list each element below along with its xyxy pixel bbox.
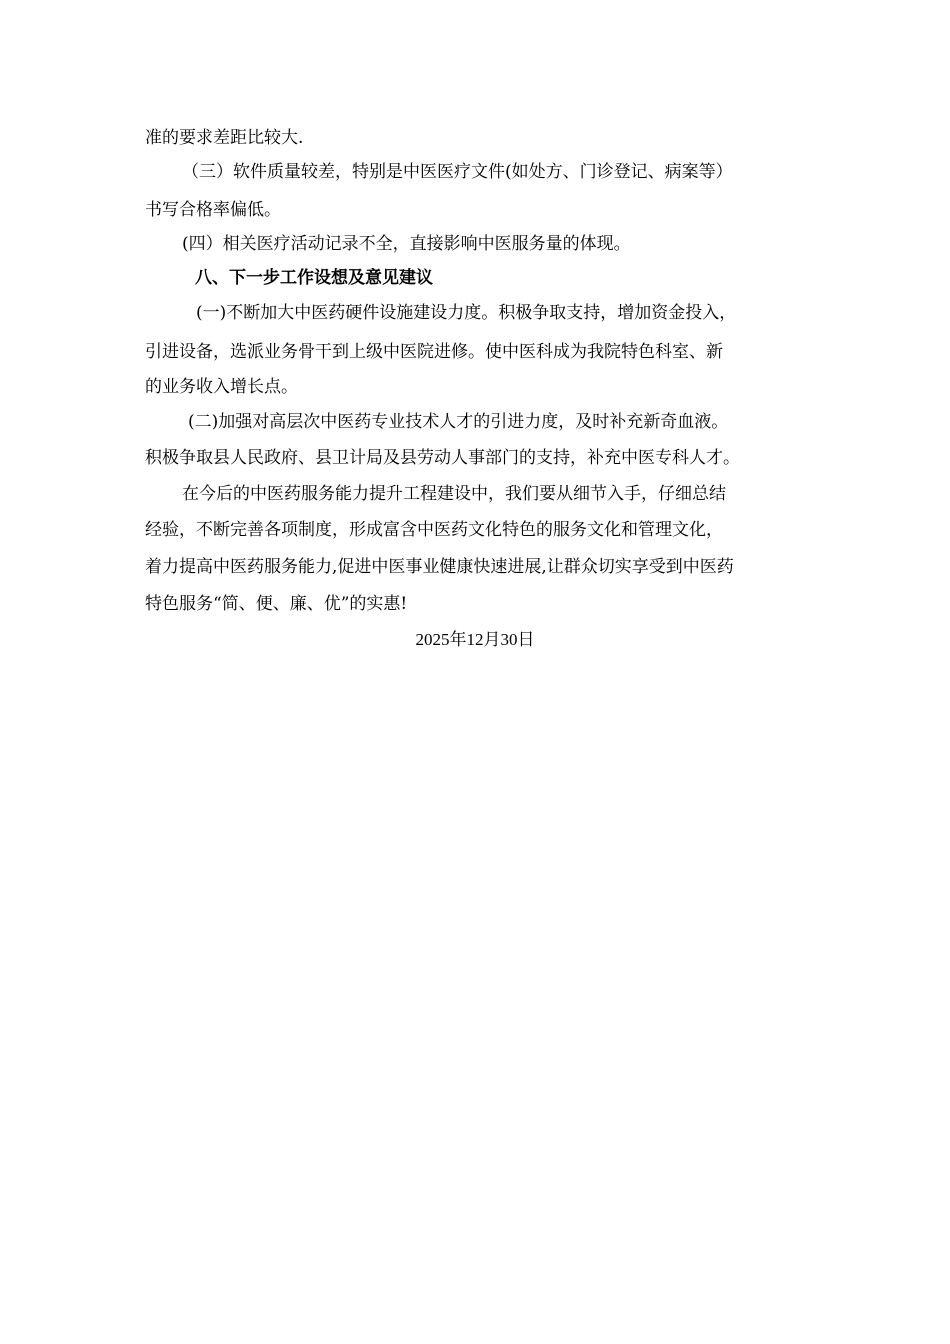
text-line-conclusion-4: 特色服务“简、便、廉、优”的实惠! — [145, 594, 408, 614]
text-line-conclusion-1: 在今后的中医药服务能力提升工程建设中，我们要从细节入手，仔细总结 — [182, 484, 726, 504]
text-line-suggestion-one-end: 的业务收入增长点。 — [145, 377, 298, 397]
text-line-conclusion-2: 经验，不断完善各项制度，形成富含中医药文化特色的服务文化和管理文化， — [145, 520, 723, 540]
text-line-conclusion-3: 着力提高中医药服务能力,促进中医事业健康快速进展,让群众切实享受到中医药 — [145, 557, 734, 577]
text-line-suggestion-one-cont: 引进设备，选派业务骨干到上级中医院进修。使中医科成为我院特色科室、新 — [145, 342, 723, 362]
text-line-item-three-cont: 书写合格率偏低。 — [145, 200, 281, 220]
text-line-suggestion-two: (二)加强对高层次中医药专业技术人才的引进力度，及时补充新奇血液。 — [188, 412, 729, 432]
document-date: 2025年12月30日 — [415, 630, 535, 649]
section-heading: 八、下一步工作设想及意见建议 — [195, 268, 433, 288]
text-line-continuation: 准的要求差距比较大. — [145, 128, 304, 148]
text-line-item-four: (四）相关医疗活动记录不全，直接影响中医服务量的体现。 — [182, 234, 631, 254]
text-line-item-three: （三）软件质量较差，特别是中医医疗文件(如处方、门诊登记、病案等） — [182, 162, 733, 182]
text-line-suggestion-two-cont: 积极争取县人民政府、县卫计局及县劳动人事部门的支持，补充中医专科人才。 — [145, 448, 740, 468]
text-line-suggestion-one: (一)不断加大中医药硬件设施建设力度。积极争取支持，增加资金投入， — [196, 303, 737, 323]
